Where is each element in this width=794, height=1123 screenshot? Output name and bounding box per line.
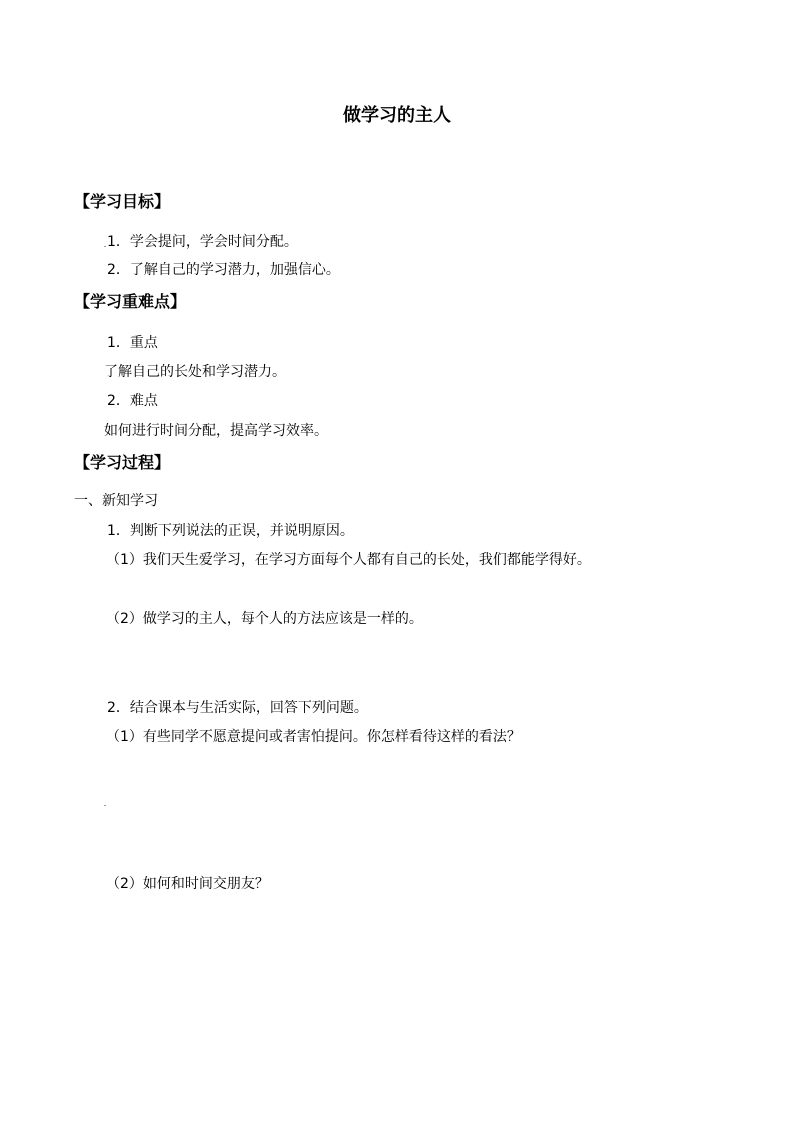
difficulty-text: 如何进行时间分配，提高学习效率。 — [104, 423, 328, 439]
question-item: （1）有些同学不愿意提问或者害怕提问。你怎样看待这样的看法？ — [106, 729, 521, 745]
document-title: 做学习的主人 — [343, 105, 451, 126]
goal-line: 2．了解自己的学习潜力，加强信心。 — [107, 262, 340, 278]
section-heading-goals: 【学习目标】 — [74, 192, 171, 211]
stray-mark — [104, 805, 106, 806]
question-item: （2）做学习的主人，每个人的方法应该是一样的。 — [106, 611, 423, 627]
key-point-text: 了解自己的长处和学习潜力。 — [104, 364, 286, 380]
question-heading: 2．结合课本与生活实际，回答下列问题。 — [107, 700, 368, 716]
goal-line: 1．学会提问，学会时间分配。 — [107, 234, 298, 250]
section-heading-process: 【学习过程】 — [74, 453, 171, 472]
difficulty-label: 2．难点 — [107, 393, 158, 409]
question-item: （2）如何和时间交朋友？ — [106, 876, 269, 892]
question-item: （1）我们天生爱学习，在学习方面每个人都有自己的长处，我们都能学得好。 — [106, 552, 591, 568]
part-heading: 一、新知学习 — [74, 493, 158, 509]
section-heading-key-points: 【学习重难点】 — [74, 292, 187, 311]
question-heading: 1．判断下列说法的正误，并说明原因。 — [107, 523, 354, 539]
key-point-label: 1．重点 — [107, 335, 158, 351]
stray-mark — [104, 246, 106, 247]
